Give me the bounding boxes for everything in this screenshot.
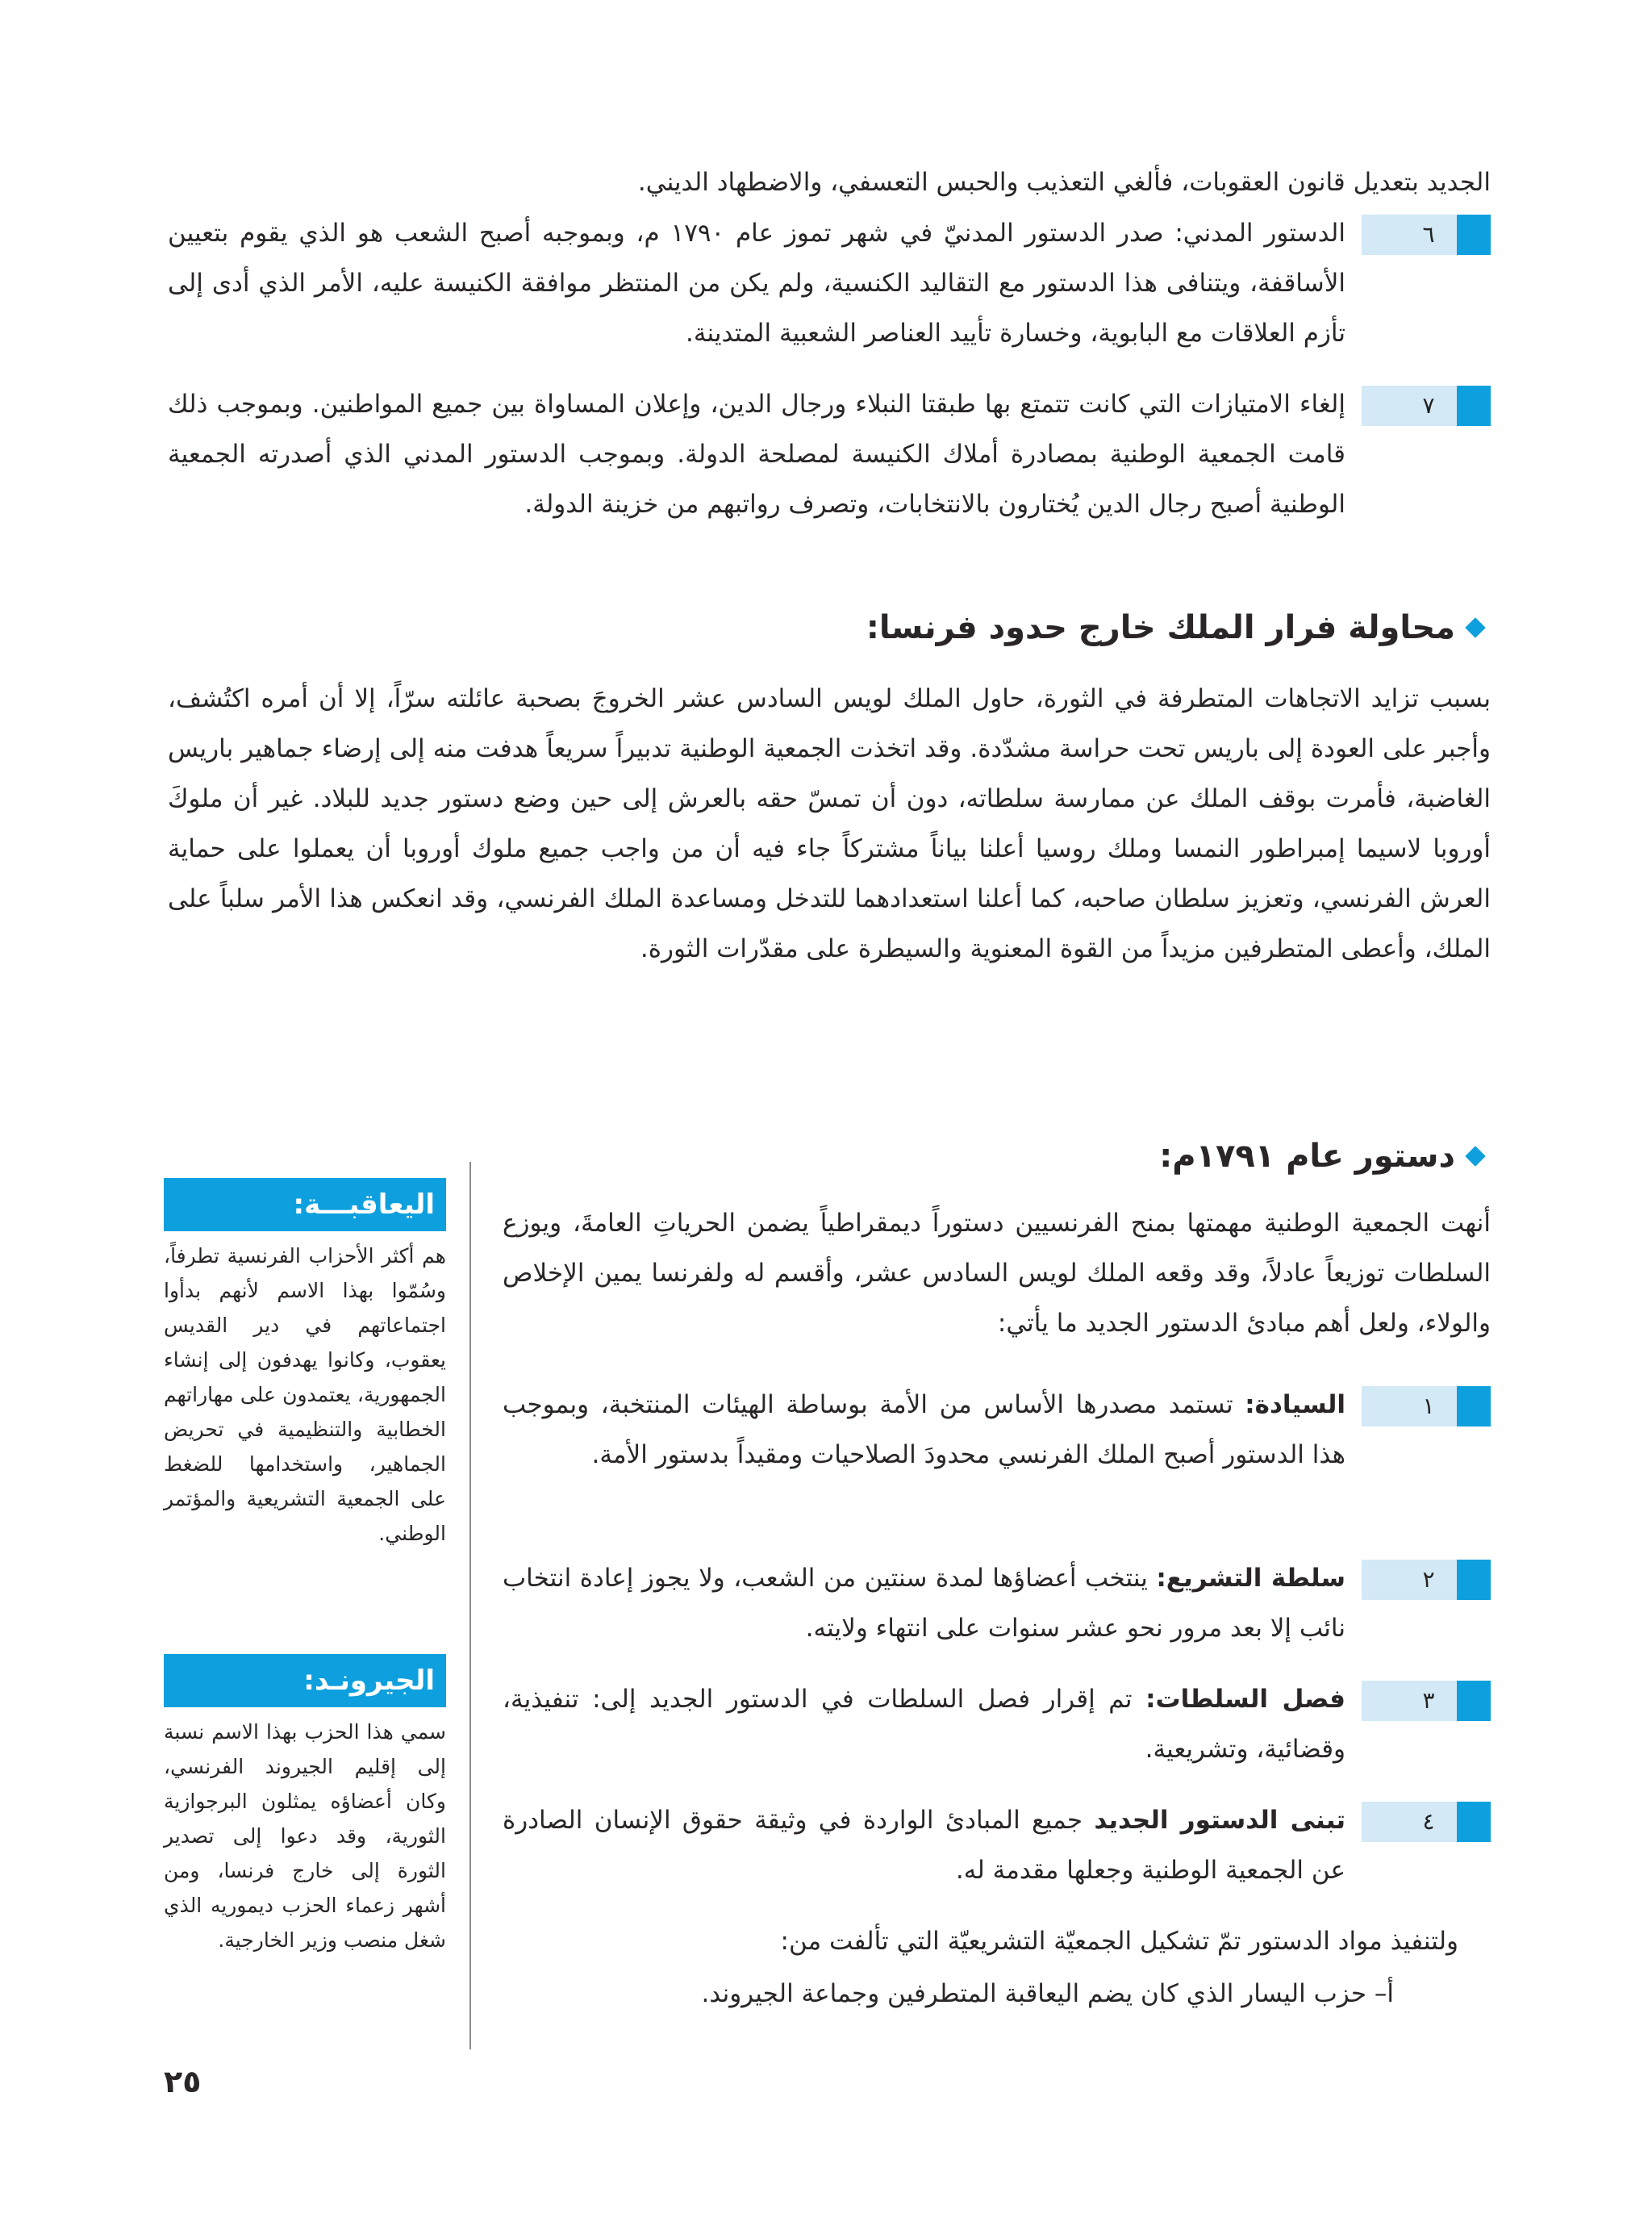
section-heading-king-escape: محاولة فرار الملك خارج حدود فرنسا: bbox=[866, 609, 1483, 646]
sidebar-title-girondins: الجيرونـد: bbox=[164, 1654, 446, 1707]
number-marker: ٣ bbox=[1362, 1681, 1491, 1721]
constitution-item-1 bbox=[503, 1380, 1491, 1480]
list-item-text: تبنى الدستور الجديد جميع المبادئ الواردة في وثيقة حقوق الإنسان الصادرة عن الجمعية الوطنية وجعلها مقدمة له. bbox=[503, 1806, 1345, 1885]
list-item-text: السيادة: تستمد مصدرها الأساس من الأمة بوساطة الهيئات المنتخبة، وبموجب هذا الدستور أصبح الملك الفرنسي محدودَ الصلاحيات ومقيداً بدستور الأمة. bbox=[503, 1390, 1345, 1469]
constitution-item-3 bbox=[503, 1674, 1491, 1774]
page-number: ٢٥ bbox=[164, 2064, 202, 2099]
list-item-text: الدستور المدني: صدر الدستور المدنيّ في شهر تموز عام ١٧٩٠ م، وبموجبه أصبح الشعب هو الذي يقوم بتعيين الأساقفة، ويتنافى هذا الدستور مع التقاليد الكنسية، ولم يكن من المنتظر موافقة الكنيسة عليه، الأمر الذي أدى إلى تأزم العلاقات مع البابوية، وخسارة تأييد العناصر الشعبية المتدينة. bbox=[168, 219, 1345, 348]
number-marker: ٤ bbox=[1362, 1802, 1491, 1842]
section-paragraph-king-escape: بسبب تزايد الاتجاهات المتطرفة في الثورة، حاول الملك لويس السادس عشر الخروجَ بصحبة عائلته سرّاً، إلا أن أمره اكتُشف، وأجبر على العودة إلى باريس تحت حراسة مشدّدة. وقد اتخذت الجمعية الوطنية تدبيراً سريعاً هدفت منه إلى إرضاء جماهير باريس الغاضبة، فأمرت بوقف الملك عن ممارسة سلطاته، دون أن تمسّ حقه بالعرش إلى حين وضع دستور جديد للبلاد. غير أن ملوكَ أوروبا لاسيما إمبراطور النمسا وملك روسيا أعلنا بياناً مشتركاً جاء فيه أن من واجب جميع ملوك أوروبا أن يعملوا على حماية العرش الفرنسي، وتعزيز سلطان صاحبه، كما أعلنا استعدادهما للتدخل ومساعدة الملك الفرنسي، وقد انعكس هذا الأمر سلباً على الملك، وأعطى المتطرفين مزيداً من القوة المعنوية والسيطرة على مقدّرات الثورة. bbox=[168, 684, 1491, 963]
top-paragraph: الجديد بتعديل قانون العقوبات، فألغي التعذيب والحبس التعسفي، والاضطهاد الديني. bbox=[637, 168, 1491, 197]
list-item-6 bbox=[168, 208, 1491, 358]
list-item-text: سلطة التشريع: ينتخب أعضاؤها لمدة سنتين من الشعب، ولا يجوز إعادة انتخاب نائب إلا بعد مرور نحو عشر سنوات على انتهاء ولايته. bbox=[503, 1564, 1345, 1643]
diamond-bullet-icon bbox=[1465, 617, 1485, 637]
diamond-bullet-icon bbox=[1465, 1146, 1485, 1166]
sidebar-text-jacobins: هم أكثر الأحزاب الفرنسية تطرفاً، وسُمّوا بهذا الاسم لأنهم بدأوا اجتماعاتهم في دير القديس يعقوب، وكانوا يهدفون إلى إنشاء الجمهورية، يعتمدون على مهاراتهم الخطابية والتنظيمية في تحريض الجماهير، واستخدامها للضغط على الجمعية التشريعية والمؤتمر الوطني. bbox=[164, 1244, 446, 1545]
number-marker: ١ bbox=[1362, 1386, 1491, 1426]
list-item-text: إلغاء الامتيازات التي كانت تتمتع بها طبقتا النبلاء ورجال الدين، وإعلان المساواة بين جميع المواطنين. وبموجب ذلك قامت الجمعية الوطنية بمصادرة أملاك الكنيسة لمصلحة الدولة. وبموجب الدستور المدني الذي أصدرته الجمعية الوطنية أصبح رجال الدين يُختارون بالانتخابات، وتصرف رواتبهم من خزينة الدولة. bbox=[168, 390, 1345, 519]
sidebar-text-girondins: سمي هذا الحزب بهذا الاسم نسبة إلى إقليم الجيروند الفرنسي، وكان أعضاؤه يمثلون البرجوازية الثورية، وقد دعوا إلى تصدير الثورة إلى خارج فرنسا، ومن أشهر زعماء الحزب ديموريه الذي شغل منصب وزير الخارجية. bbox=[164, 1720, 446, 1952]
sub-item-a: أ– حزب اليسار الذي كان يضم اليعاقبة المتطرفين وجماعة الجيروند. bbox=[701, 1979, 1394, 2008]
sidebar-title-jacobins: اليعاقبـــة: bbox=[164, 1178, 446, 1231]
number-marker: ٢ bbox=[1362, 1560, 1491, 1600]
list-item-text: فصل السلطات: تم إقرار فصل السلطات في الدستور الجديد إلى: تنفيذية، وقضائية، وتشريعية. bbox=[503, 1685, 1345, 1764]
constitution-item-4 bbox=[503, 1795, 1491, 1895]
number-marker: ٦ bbox=[1362, 215, 1491, 255]
number-marker: ٧ bbox=[1362, 386, 1491, 426]
column-divider bbox=[469, 1162, 471, 2049]
list-item-7 bbox=[168, 379, 1491, 529]
legislative-assembly-paragraph: ولتنفيذ مواد الدستور تمّ تشكيل الجمعيّة التشريعيّة التي تألفت من: bbox=[780, 1927, 1458, 1956]
section-intro-constitution: أنهت الجمعية الوطنية مهمتها بمنح الفرنسيين دستوراً ديمقراطياً يضمن الحرياتِ العامةَ، ويوزع السلطات توزيعاً عادلاً، وقد وقعه الملك لويس السادس عشر، وأقسم له ولفرنسا يمين الإخلاص والولاء، ولعل أهم مبادئ الدستور الجديد ما يأتي: bbox=[503, 1209, 1491, 1338]
constitution-item-2 bbox=[503, 1553, 1491, 1653]
section-heading-constitution-1791: دستور عام ١٧٩١م: bbox=[1159, 1138, 1483, 1175]
